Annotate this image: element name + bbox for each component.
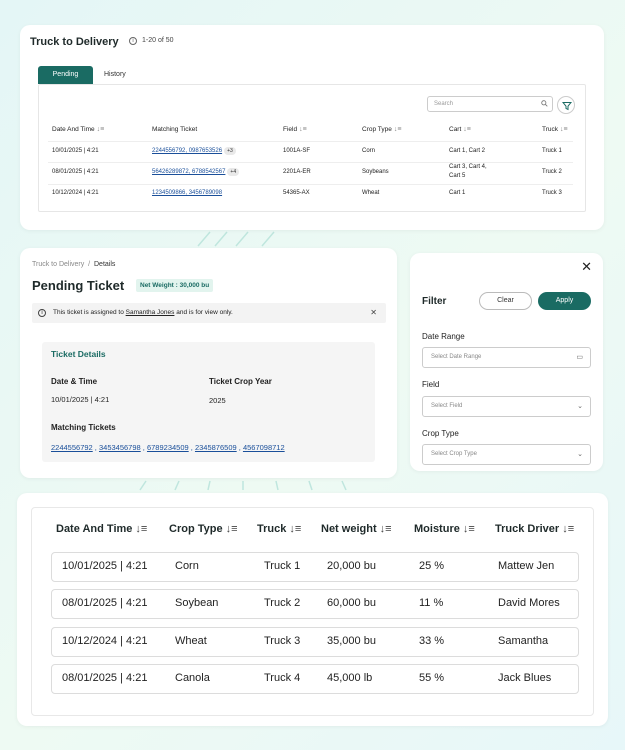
close-icon[interactable]: ✕ [581, 259, 592, 274]
field-select[interactable] [422, 396, 591, 417]
filter-title: Filter [422, 296, 447, 307]
close-icon[interactable]: ✕ [370, 308, 377, 317]
col-crop-header[interactable]: Crop Type ↓≡ [362, 126, 402, 133]
matching-tickets-list: 2244556792 , 3453456798 , 6789234509 , 2345876509 , 4567098712 [51, 443, 285, 452]
clear-button[interactable]: Clear [479, 292, 532, 310]
pagination-range: 1-20 of 50 [142, 37, 174, 44]
col-weight-header[interactable]: Net weight ↓≡ [321, 523, 392, 535]
sort-icon: ↓≡ [289, 523, 302, 535]
ticket-detail-panel [20, 248, 397, 478]
row-truck: Truck 1 [542, 148, 562, 154]
row-truck: Truck 4 [264, 672, 301, 684]
row-crop: Soybean [175, 597, 219, 609]
col-ticket-header: Matching Ticket [152, 126, 198, 133]
view-only-notice [32, 303, 386, 323]
row-cart: Cart 3, Cart 4, [449, 164, 487, 170]
row-cart: Cart 1, Cart 2 [449, 148, 486, 154]
search-input[interactable] [427, 96, 553, 112]
row-driver: David Mores [498, 597, 560, 609]
ticket-link[interactable]: 2244556792 [51, 443, 93, 452]
row-weight: 45,000 lb [327, 672, 373, 684]
filter-icon [562, 101, 572, 111]
row-crop: Corn [175, 560, 199, 572]
crop-type-select[interactable] [422, 444, 591, 465]
col-date-header[interactable]: Date And Time ↓≡ [56, 523, 148, 535]
row-crop: Soybeans [362, 169, 389, 175]
row-field: 54365-AX [283, 190, 310, 196]
table-row[interactable] [51, 589, 579, 619]
row-weight: 35,000 bu [327, 635, 376, 647]
search-icon [541, 100, 548, 107]
table-row[interactable] [51, 664, 579, 694]
table-row[interactable] [51, 627, 579, 657]
field-label: Field [422, 380, 440, 389]
date-label: Date & Time [51, 377, 98, 386]
row-weight: 20,000 bu [327, 560, 376, 572]
ticket-link[interactable]: 6789234509 [146, 443, 189, 452]
row-crop: Corn [362, 148, 376, 154]
row-tickets[interactable]: 2244556792, 0987653526 +3 [152, 147, 236, 155]
sort-icon: ↓≡ [299, 126, 307, 133]
breadcrumb [32, 261, 115, 268]
col-crop-header[interactable]: Crop Type ↓≡ [169, 523, 238, 535]
row-truck: Truck 1 [264, 560, 301, 572]
crop-type-placeholder: Select Crop Type [431, 451, 477, 457]
info-icon: i [38, 309, 46, 317]
date-range-label: Date Range [422, 332, 465, 341]
row-moisture: 33 % [419, 635, 445, 647]
assigned-user-link[interactable]: Samantha Jones [125, 309, 175, 316]
date-value: 10/01/2025 | 4:21 [51, 395, 110, 404]
ticket-details-card [42, 342, 375, 462]
row-driver: Mattew Jen [498, 560, 555, 572]
row-cart-line2: Cart 5 [449, 173, 466, 179]
table-row[interactable] [51, 552, 579, 582]
filter-panel [410, 253, 603, 471]
row-date: 10/12/2024 | 4:21 [62, 635, 148, 647]
tab-pending[interactable]: Pending [38, 66, 93, 84]
apply-button[interactable]: Apply [538, 292, 591, 310]
row-driver: Samantha [498, 635, 549, 647]
row-date: 08/01/2025 | 4:21 [62, 672, 148, 684]
sort-icon: ↓≡ [96, 126, 105, 133]
truck-table-panel [17, 493, 608, 726]
crop-year-value: 2025 [209, 396, 226, 405]
more-tickets-badge: +3 [224, 147, 236, 155]
row-tickets[interactable]: 56426289872, 6788542567 +4 [152, 168, 239, 176]
row-moisture: 11 % [419, 597, 444, 609]
col-date-header[interactable]: Date And Time ↓≡ [52, 126, 105, 133]
sort-icon: ↓≡ [560, 126, 568, 133]
row-moisture: 55 % [419, 672, 445, 684]
col-truck-header[interactable]: Truck ↓≡ [542, 126, 568, 133]
field-placeholder: Select Field [431, 403, 463, 409]
col-truck-header[interactable]: Truck ↓≡ [257, 523, 302, 535]
ticket-title: Pending Ticket [32, 278, 125, 293]
sort-icon: ↓≡ [393, 126, 402, 133]
tab-history[interactable]: History [104, 71, 126, 78]
row-weight: 60,000 bu [327, 597, 376, 609]
row-truck: Truck 3 [264, 635, 301, 647]
table-row[interactable] [48, 184, 573, 203]
breadcrumb-current: Details [94, 261, 116, 268]
ticket-link[interactable]: 3453456798 [98, 443, 141, 452]
row-moisture: 25 % [419, 560, 445, 572]
search-placeholder: Search [434, 101, 454, 107]
crop-type-label: Crop Type [422, 429, 459, 438]
sort-icon: ↓≡ [225, 523, 238, 535]
row-crop: Canola [175, 672, 210, 684]
row-crop: Wheat [175, 635, 207, 647]
delivery-list-panel [20, 25, 604, 230]
chevron-down-icon: ⌄ [577, 451, 583, 458]
ticket-link[interactable]: 2345876509 [194, 443, 237, 452]
row-tickets[interactable]: 1234509866, 3456789098 [152, 190, 223, 196]
row-truck: Truck 3 [542, 190, 562, 196]
page-title: Truck to Delivery [30, 36, 119, 48]
sort-icon: ↓≡ [379, 523, 392, 535]
matching-tickets-label: Matching Tickets [51, 423, 116, 432]
row-driver: Jack Blues [498, 672, 552, 684]
row-date: 10/01/2025 | 4:21 [62, 560, 148, 572]
row-cart: Cart 1 [449, 190, 466, 196]
section-title: Ticket Details [51, 349, 106, 359]
row-truck: Truck 2 [542, 169, 562, 175]
row-date: 10/01/2025 | 4:21 [52, 148, 99, 154]
row-crop: Wheat [362, 190, 380, 196]
filter-button[interactable] [557, 96, 575, 114]
breadcrumb-parent-link[interactable]: Truck to Delivery [32, 261, 85, 268]
col-cart-header[interactable]: Cart ↓≡ [449, 126, 471, 133]
col-moisture-header[interactable]: Moisture ↓≡ [414, 523, 475, 535]
row-date: 08/01/2025 | 4:21 [52, 169, 99, 175]
table-row[interactable] [48, 141, 573, 162]
row-field: 1001A-SF [283, 148, 311, 154]
date-range-placeholder: Select Date Range [431, 354, 482, 360]
sort-icon: ↓≡ [135, 523, 148, 535]
notice-text: This ticket is assigned to Samantha Jones and is for view only. [53, 309, 233, 316]
sort-icon: ↓≡ [463, 126, 471, 133]
ticket-link[interactable]: 4567098712 [242, 443, 285, 452]
chevron-down-icon: ⌄ [577, 403, 583, 410]
sort-icon: ↓≡ [462, 523, 475, 535]
crop-year-label: Ticket Crop Year [209, 377, 272, 386]
row-date: 08/01/2025 | 4:21 [62, 597, 148, 609]
calendar-icon: ▭ [576, 354, 583, 361]
breadcrumb-separator: / [88, 261, 91, 268]
sort-icon: ↓≡ [562, 523, 575, 535]
date-range-input[interactable] [422, 347, 591, 368]
row-field: 2201A-ER [283, 169, 311, 175]
more-tickets-badge: +4 [227, 168, 239, 176]
row-date: 10/12/2024 | 4:21 [52, 190, 99, 196]
net-weight-badge: Net Weight : 30,000 bu [136, 279, 213, 292]
col-driver-header[interactable]: Truck Driver ↓≡ [495, 523, 575, 535]
row-truck: Truck 2 [264, 597, 301, 609]
info-icon: i [129, 37, 137, 45]
col-field-header[interactable]: Field ↓≡ [283, 126, 307, 133]
